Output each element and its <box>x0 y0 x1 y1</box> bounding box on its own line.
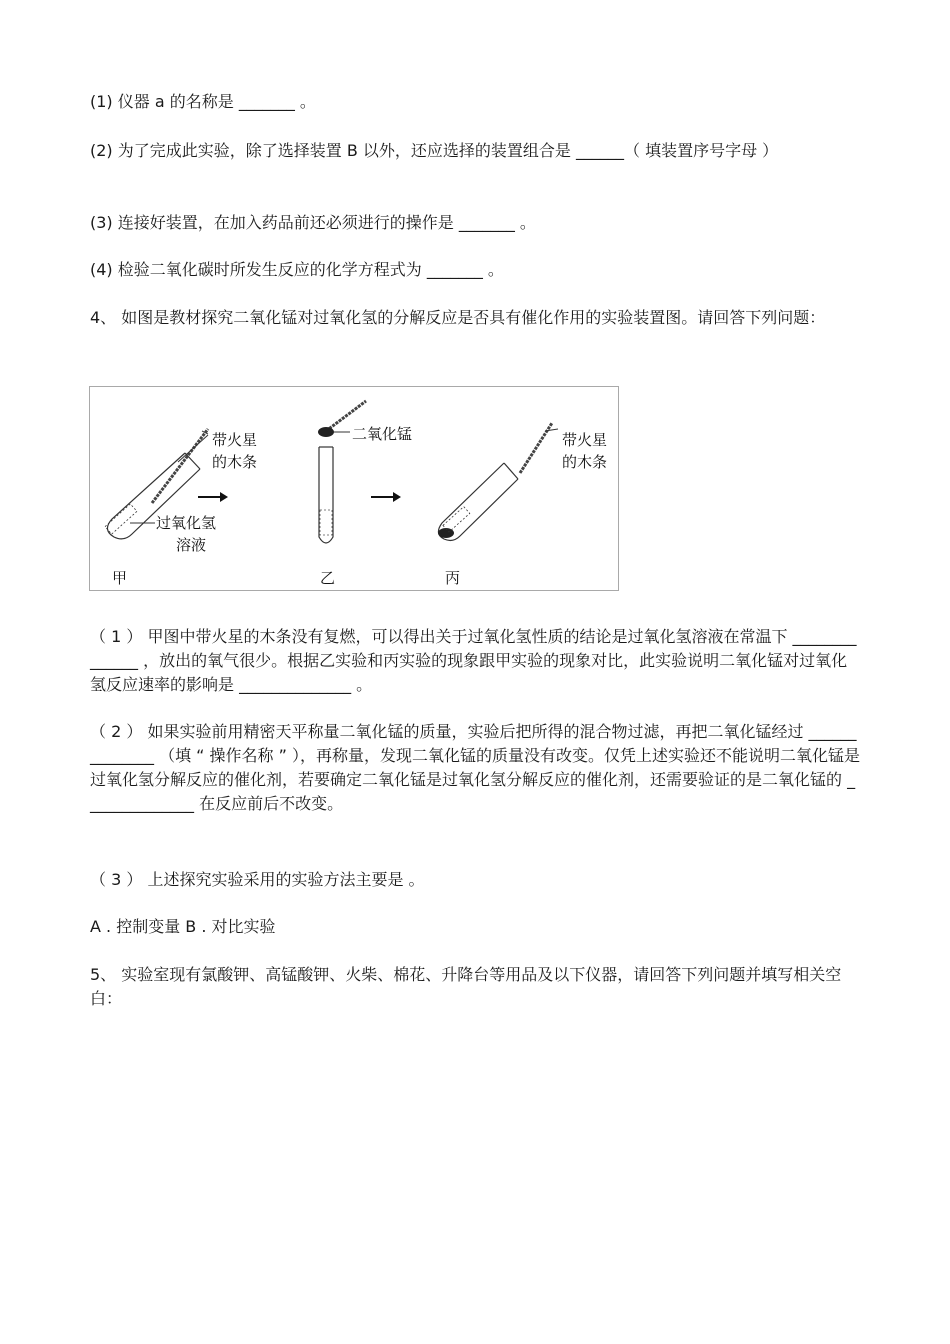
experiment-figure <box>89 386 619 591</box>
label-splint-bing-1: 带火星 <box>562 431 608 449</box>
q3-sub1: (1) 仪器 a 的名称是 _______ 。 <box>90 92 316 111</box>
label-mno2: 二氧化锰 <box>352 425 413 443</box>
label-jia: 甲 <box>112 569 128 587</box>
arrow-right-icon <box>198 492 228 502</box>
label-splint-jia-1: 带火星 <box>212 431 258 449</box>
label-solution-2: 溶液 <box>176 536 207 554</box>
q4-sub2: （ 2 ） 如果实验前用精密天平称量二氧化锰的质量，实验后把所得的混合物过滤，再把二氧化锰经过 ______________ （填 “ 操作名称 ” ），再称量，发现二氧化锰的质量没有改变。仅凭上述实验还不能说明二氧化锰是过氧化氢分解反应的催化剂，若要确定二氧化锰是过氧化氢分解反应的催化剂，还需要验证的是二氧化锰的 ______________ 在反应前后不改变。 <box>90 722 861 813</box>
q5-stem: 5、 实验室现有氯酸钾、高锰酸钾、火柴、棉花、升降台等用品及以下仪器，请回答下列问题并填写相关空白： <box>90 965 842 1008</box>
label-bing: 丙 <box>445 569 461 587</box>
q4-sub1: （ 1 ） 甲图中带火星的木条没有复燃，可以得出关于过氧化氢性质的结论是过氧化氢溶液在常温下 ______________ ，放出的氧气很少。根据乙实验和丙实验的现象跟甲实验的现象对比，此实验说明二氧化锰对过氧化氢反应速率的影响是 ______________ 。 <box>90 627 857 694</box>
tube-yi <box>319 447 333 543</box>
q3-sub4: (4) 检验二氧化碳时所发生反应的化学方程式为 _______ 。 <box>90 260 504 279</box>
q4-sub3: （ 3 ） 上述探究实验采用的实验方法主要是 。 <box>90 870 425 889</box>
q4-stem: 4、 如图是教材探究二氧化锰对过氧化氢的分解反应是否具有催化作用的实验装置图。请回答下列问题： <box>90 308 826 327</box>
leader-splint-jia <box>178 435 208 462</box>
label-splint-jia-2: 的木条 <box>212 453 258 471</box>
label-solution-1: 过氧化氢 <box>156 514 217 532</box>
experiment-diagram <box>90 387 618 590</box>
arrow-right-icon <box>371 492 401 502</box>
q3-sub2: (2) 为了完成此实验，除了选择装置 B 以外，还应选择的装置组合是 ______（ 填装置序号字母 ） <box>90 141 779 160</box>
splint-jia <box>152 429 208 503</box>
liquid-yi <box>320 510 332 535</box>
q3-sub3: (3) 连接好装置，在加入药品前还必须进行的操作是 _______ 。 <box>90 213 536 232</box>
q4-options: A . 控制变量 B . 对比实验 <box>90 917 276 936</box>
label-splint-bing-2: 的木条 <box>562 453 608 471</box>
liquid-jia <box>105 504 137 534</box>
label-yi: 乙 <box>320 569 336 587</box>
mno2-powder <box>318 427 334 437</box>
